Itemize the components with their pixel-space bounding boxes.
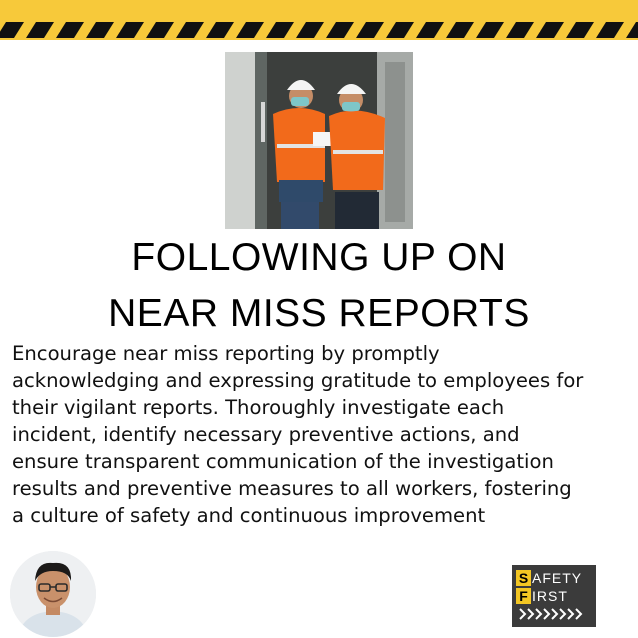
badge-text-afety: AFETY <box>532 570 583 586</box>
body-line: incident, identify necessary preventive actions, and <box>12 423 520 446</box>
headline-line-1: FOLLOWING UP ON <box>131 236 507 279</box>
author-avatar <box>10 551 96 637</box>
safety-first-logo <box>512 565 596 627</box>
badge-text-irst: IRST <box>532 588 568 604</box>
hazard-stripes <box>0 22 638 38</box>
body-line: acknowledging and expressing gratitude to employees for <box>12 369 584 392</box>
chevron-arrows-icon <box>518 607 588 621</box>
badge-line-1 <box>516 569 582 587</box>
badge-initial-f: F <box>516 588 531 604</box>
body-line: ensure transparent communication of the investigation <box>12 450 554 473</box>
hazard-tape-banner <box>0 0 638 40</box>
body-line: results and preventive measures to all workers, fostering <box>12 477 572 500</box>
badge-initial-s: S <box>516 570 531 586</box>
headline-line-2: NEAR MISS REPORTS <box>108 292 530 335</box>
body-line: Encourage near miss reporting by promptly <box>12 342 440 365</box>
body-paragraph <box>12 340 630 529</box>
body-line: a culture of safety and continuous improvement <box>12 504 486 527</box>
workers-photo <box>225 52 413 229</box>
body-line: their vigilant reports. Thoroughly investigate each <box>12 396 505 419</box>
badge-line-2 <box>516 587 568 605</box>
